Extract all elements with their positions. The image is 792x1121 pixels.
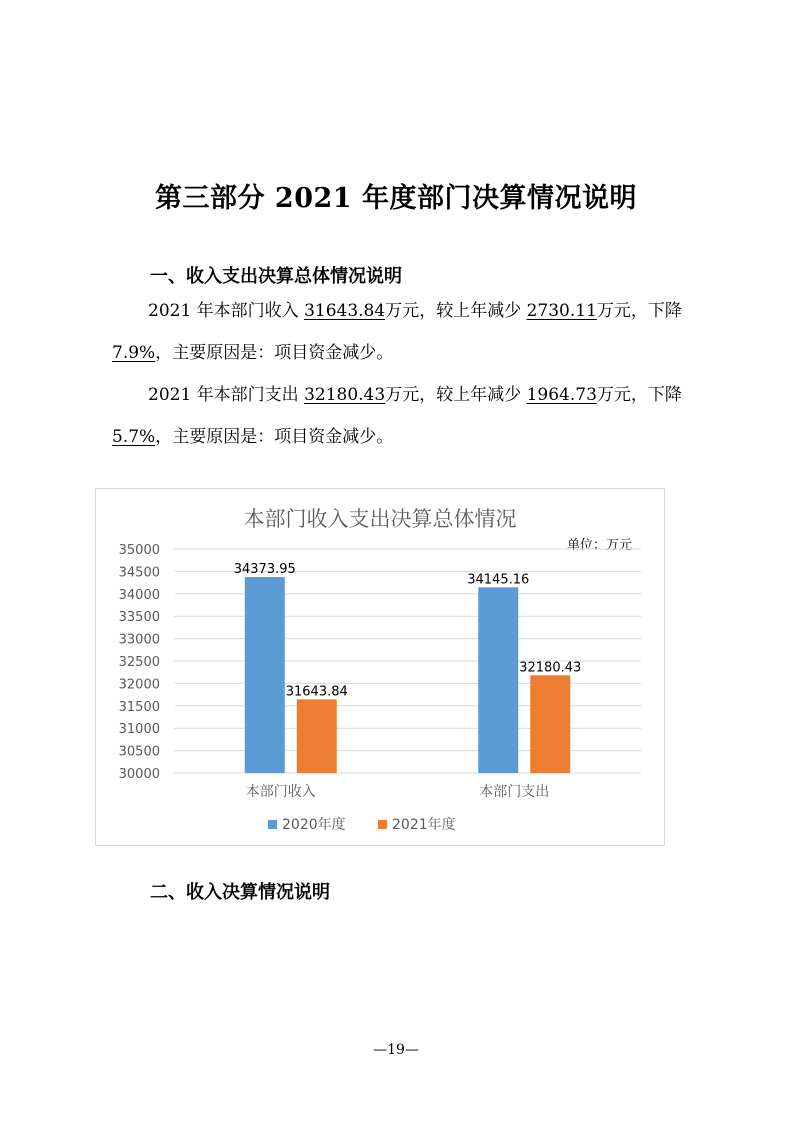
income-text-d: ，主要原因是：项目资金减少。 [155, 343, 394, 363]
y-tick-label: 34500 [118, 565, 160, 581]
bar [530, 675, 570, 773]
y-tick-label: 30500 [118, 744, 160, 760]
page-number: —19— [373, 1042, 419, 1058]
legend-label: 2021年度 [392, 817, 456, 833]
expense-text-a: 2021 年本部门支出 [148, 385, 305, 405]
y-tick-label: 32000 [118, 677, 160, 693]
expense-decrease: 1964.73 [526, 385, 597, 405]
income-rate: 7.9% [112, 343, 156, 363]
chart-container [95, 488, 665, 846]
data-label: 34373.95 [233, 562, 296, 578]
expense-text-d: ，主要原因是：项目资金减少。 [155, 427, 394, 447]
expense-paragraph [112, 374, 702, 458]
section-heading-income: 二、收入决算情况说明 [150, 882, 330, 903]
income-text-b: 万元，较上年减少 [385, 301, 527, 321]
legend-swatch [378, 820, 387, 829]
bar [297, 699, 337, 773]
x-tick-label: 本部门收入 [245, 784, 316, 800]
chart-unit-label: 单位：万元 [566, 538, 632, 553]
legend-swatch [268, 820, 277, 829]
chart-title: 本部门收入支出决算总体情况 [243, 507, 517, 531]
bar [245, 577, 285, 773]
income-expense-bar-chart [96, 489, 664, 845]
y-tick-label: 32500 [118, 655, 160, 670]
expense-text-b: 万元，较上年减少 [385, 385, 527, 405]
bar [478, 587, 518, 773]
expense-rate: 5.7% [112, 427, 156, 447]
x-tick-label: 本部门支出 [479, 784, 550, 800]
income-amount: 31643.84 [304, 301, 386, 321]
y-tick-label: 30000 [118, 767, 160, 782]
y-tick-label: 33000 [118, 632, 160, 648]
income-text-c: 万元，下降 [596, 301, 682, 321]
expense-amount: 32180.43 [304, 385, 386, 405]
income-paragraph [112, 290, 702, 374]
page-title: 第三部分 2021 年度部门决算情况说明 [155, 183, 637, 214]
y-tick-label: 34000 [118, 587, 160, 603]
y-tick-label: 31500 [118, 699, 160, 715]
income-text-a: 2021 年本部门收入 [148, 301, 305, 321]
income-decrease: 2730.11 [526, 301, 597, 321]
expense-text-c: 万元，下降 [596, 385, 682, 405]
data-label: 32180.43 [519, 660, 582, 676]
section-heading-income-expense-overview: 一、收入支出决算总体情况说明 [150, 266, 402, 287]
data-label: 34145.16 [467, 572, 530, 588]
data-label: 31643.84 [285, 684, 348, 700]
y-tick-label: 31000 [118, 722, 160, 738]
y-tick-label: 33500 [118, 610, 160, 626]
y-tick-label: 35000 [118, 543, 160, 558]
legend-label: 2020年度 [282, 817, 346, 833]
